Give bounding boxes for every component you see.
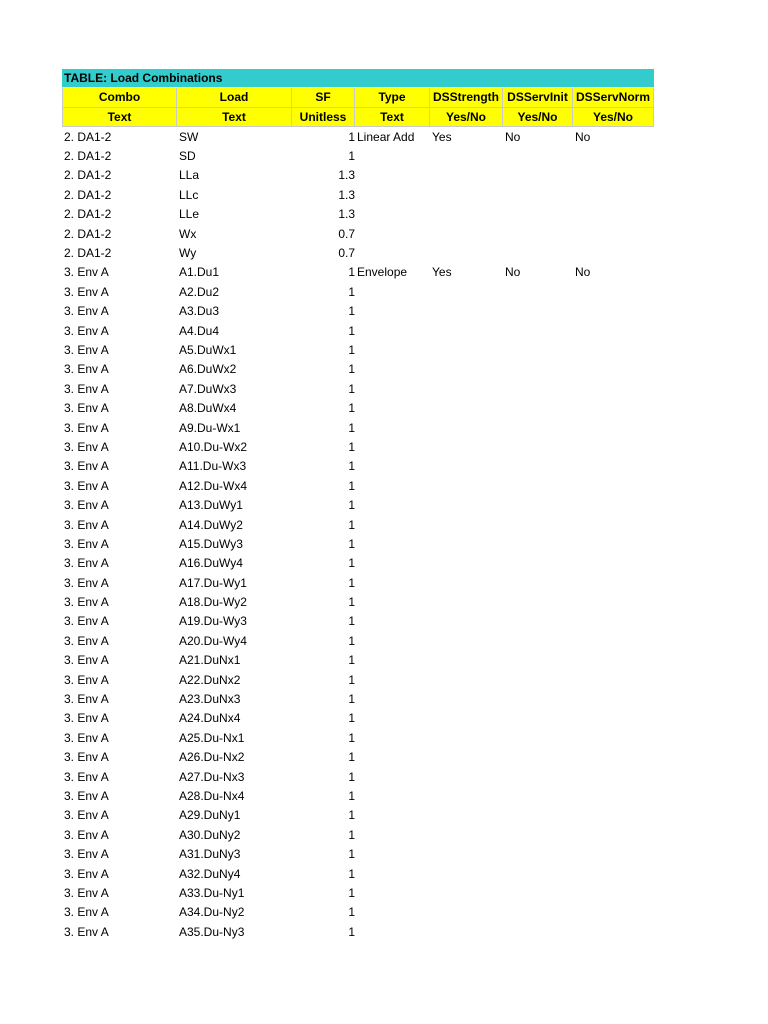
cell-load: A26.Du-Nx2 bbox=[179, 750, 245, 765]
column-header-row bbox=[62, 88, 654, 108]
unit-dsservinit: Yes/No bbox=[503, 108, 573, 128]
cell-load: A16.DuWy4 bbox=[179, 556, 243, 571]
cell-dsstrength: Yes bbox=[432, 129, 452, 144]
table-row bbox=[62, 592, 654, 611]
cell-combo: 3. Env A bbox=[64, 827, 109, 842]
table-row bbox=[62, 709, 654, 728]
table-row bbox=[62, 340, 654, 359]
unit-combo: Text bbox=[62, 108, 177, 128]
table-row bbox=[62, 864, 654, 883]
table-row bbox=[62, 437, 654, 456]
cell-sf: 1 bbox=[348, 459, 355, 474]
cell-load: SD bbox=[179, 149, 196, 164]
cell-sf: 1 bbox=[348, 808, 355, 823]
cell-load: A15.DuWy3 bbox=[179, 536, 243, 551]
cell-combo: 2. DA1-2 bbox=[64, 207, 112, 222]
unit-type: Text bbox=[355, 108, 430, 128]
cell-combo: 3. Env A bbox=[64, 575, 109, 590]
cell-load: Wx bbox=[179, 226, 197, 241]
cell-load: A34.Du-Ny2 bbox=[179, 905, 245, 920]
cell-load: A23.DuNx3 bbox=[179, 692, 241, 707]
cell-combo: 2. DA1-2 bbox=[64, 246, 112, 261]
cell-combo: 3. Env A bbox=[64, 498, 109, 513]
cell-load: A18.Du-Wy2 bbox=[179, 595, 247, 610]
table-row bbox=[62, 205, 654, 224]
cell-load: A29.DuNy1 bbox=[179, 808, 241, 823]
cell-load: A24.DuNx4 bbox=[179, 711, 241, 726]
table-row bbox=[62, 689, 654, 708]
cell-combo: 2. DA1-2 bbox=[64, 129, 112, 144]
cell-sf: 1 bbox=[348, 866, 355, 881]
cell-load: A12.Du-Wx4 bbox=[179, 478, 248, 493]
table-row bbox=[62, 398, 654, 417]
cell-combo: 3. Env A bbox=[64, 265, 109, 280]
cell-sf: 1 bbox=[348, 692, 355, 707]
header-load: Load bbox=[177, 88, 292, 108]
cell-load: A20.Du-Wy4 bbox=[179, 633, 247, 648]
table-row bbox=[62, 495, 654, 514]
unit-dsservnorm: Yes/No bbox=[573, 108, 654, 128]
table-row bbox=[62, 651, 654, 670]
cell-load: A2.Du2 bbox=[179, 284, 220, 299]
cell-load: LLa bbox=[179, 168, 200, 183]
cell-sf: 1 bbox=[348, 381, 355, 396]
cell-combo: 3. Env A bbox=[64, 866, 109, 881]
table-row bbox=[62, 418, 654, 437]
cell-load: LLc bbox=[179, 187, 199, 202]
table-row bbox=[62, 825, 654, 844]
cell-combo: 3. Env A bbox=[64, 362, 109, 377]
cell-dsservnorm: No bbox=[575, 129, 591, 144]
cell-combo: 3. Env A bbox=[64, 304, 109, 319]
table-row bbox=[62, 127, 654, 146]
cell-sf: 1 bbox=[348, 730, 355, 745]
cell-load: A3.Du3 bbox=[179, 304, 220, 319]
cell-load: A32.DuNy4 bbox=[179, 866, 241, 881]
cell-sf: 1 bbox=[348, 517, 355, 532]
cell-load: A17.Du-Wy1 bbox=[179, 575, 247, 590]
cell-sf: 1 bbox=[348, 672, 355, 687]
cell-dsservinit: No bbox=[505, 265, 521, 280]
header-dsstrength: DSStrength bbox=[430, 88, 503, 108]
table-row bbox=[62, 786, 654, 805]
cell-load: A22.DuNx2 bbox=[179, 672, 241, 687]
cell-load: A4.Du4 bbox=[179, 323, 220, 338]
cell-combo: 3. Env A bbox=[64, 536, 109, 551]
table-row bbox=[62, 922, 654, 941]
cell-load: A9.Du-Wx1 bbox=[179, 420, 241, 435]
cell-load: A28.Du-Nx4 bbox=[179, 788, 245, 803]
table-row bbox=[62, 166, 654, 185]
table-row bbox=[62, 534, 654, 553]
table-row bbox=[62, 515, 654, 534]
cell-load: A13.DuWy1 bbox=[179, 498, 243, 513]
cell-sf: 0.7 bbox=[338, 246, 355, 261]
table-body bbox=[62, 127, 654, 941]
cell-load: A7.DuWx3 bbox=[179, 381, 237, 396]
unit-load: Text bbox=[177, 108, 292, 128]
unit-sf: Unitless bbox=[292, 108, 355, 128]
header-sf: SF bbox=[292, 88, 355, 108]
cell-sf: 1.3 bbox=[338, 207, 355, 222]
cell-combo: 3. Env A bbox=[64, 478, 109, 493]
cell-dsstrength: Yes bbox=[432, 265, 452, 280]
table-row bbox=[62, 185, 654, 204]
cell-load: A1.Du1 bbox=[179, 265, 220, 280]
cell-sf: 1 bbox=[348, 750, 355, 765]
cell-sf: 0.7 bbox=[338, 226, 355, 241]
cell-combo: 3. Env A bbox=[64, 459, 109, 474]
cell-combo: 3. Env A bbox=[64, 284, 109, 299]
cell-sf: 1 bbox=[348, 323, 355, 338]
cell-sf: 1 bbox=[348, 575, 355, 590]
cell-combo: 3. Env A bbox=[64, 672, 109, 687]
cell-combo: 3. Env A bbox=[64, 808, 109, 823]
table-row bbox=[62, 321, 654, 340]
cell-combo: 3. Env A bbox=[64, 633, 109, 648]
cell-sf: 1 bbox=[348, 265, 355, 280]
cell-load: A27.Du-Nx3 bbox=[179, 769, 245, 784]
cell-sf: 1 bbox=[348, 595, 355, 610]
table-row bbox=[62, 573, 654, 592]
cell-sf: 1 bbox=[348, 885, 355, 900]
cell-sf: 1 bbox=[348, 827, 355, 842]
cell-type: Envelope bbox=[357, 265, 408, 280]
cell-combo: 3. Env A bbox=[64, 653, 109, 668]
cell-combo: 2. DA1-2 bbox=[64, 168, 112, 183]
table-row bbox=[62, 883, 654, 902]
cell-sf: 1 bbox=[348, 420, 355, 435]
table-row bbox=[62, 631, 654, 650]
table-row bbox=[62, 670, 654, 689]
cell-combo: 3. Env A bbox=[64, 847, 109, 862]
cell-load: Wy bbox=[179, 246, 197, 261]
cell-combo: 3. Env A bbox=[64, 401, 109, 416]
cell-combo: 2. DA1-2 bbox=[64, 226, 112, 241]
cell-sf: 1 bbox=[348, 924, 355, 939]
cell-combo: 3. Env A bbox=[64, 711, 109, 726]
cell-combo: 3. Env A bbox=[64, 556, 109, 571]
table-row bbox=[62, 612, 654, 631]
cell-sf: 1 bbox=[348, 284, 355, 299]
header-combo: Combo bbox=[62, 88, 177, 108]
cell-sf: 1 bbox=[348, 304, 355, 319]
cell-sf: 1 bbox=[348, 478, 355, 493]
table-row bbox=[62, 554, 654, 573]
cell-combo: 3. Env A bbox=[64, 439, 109, 454]
table-row bbox=[62, 728, 654, 747]
cell-combo: 3. Env A bbox=[64, 885, 109, 900]
cell-load: A5.DuWx1 bbox=[179, 342, 237, 357]
table-row bbox=[62, 748, 654, 767]
cell-sf: 1 bbox=[348, 847, 355, 862]
cell-sf: 1 bbox=[348, 614, 355, 629]
table-row bbox=[62, 379, 654, 398]
cell-load: A21.DuNx1 bbox=[179, 653, 241, 668]
cell-sf: 1 bbox=[348, 905, 355, 920]
table-row bbox=[62, 360, 654, 379]
cell-load: A14.DuWy2 bbox=[179, 517, 243, 532]
cell-load: A33.Du-Ny1 bbox=[179, 885, 245, 900]
cell-dsservnorm: No bbox=[575, 265, 591, 280]
table-row bbox=[62, 263, 654, 282]
cell-combo: 3. Env A bbox=[64, 750, 109, 765]
cell-sf: 1 bbox=[348, 149, 355, 164]
cell-sf: 1 bbox=[348, 129, 355, 144]
cell-sf: 1 bbox=[348, 498, 355, 513]
cell-combo: 3. Env A bbox=[64, 924, 109, 939]
cell-load: A35.Du-Ny3 bbox=[179, 924, 245, 939]
cell-sf: 1.3 bbox=[338, 187, 355, 202]
header-dsservnorm: DSServNorm bbox=[573, 88, 654, 108]
table-row bbox=[62, 243, 654, 262]
cell-dsservinit: No bbox=[505, 129, 521, 144]
table-row bbox=[62, 146, 654, 165]
load-combinations-table bbox=[62, 69, 654, 941]
table-row bbox=[62, 767, 654, 786]
cell-sf: 1 bbox=[348, 633, 355, 648]
cell-combo: 3. Env A bbox=[64, 614, 109, 629]
table-row bbox=[62, 476, 654, 495]
cell-sf: 1 bbox=[348, 653, 355, 668]
table-row bbox=[62, 844, 654, 863]
cell-combo: 2. DA1-2 bbox=[64, 187, 112, 202]
cell-load: A30.DuNy2 bbox=[179, 827, 241, 842]
cell-combo: 2. DA1-2 bbox=[64, 149, 112, 164]
cell-combo: 3. Env A bbox=[64, 381, 109, 396]
cell-combo: 3. Env A bbox=[64, 788, 109, 803]
cell-combo: 3. Env A bbox=[64, 595, 109, 610]
table-row bbox=[62, 457, 654, 476]
cell-sf: 1 bbox=[348, 769, 355, 784]
cell-combo: 3. Env A bbox=[64, 692, 109, 707]
cell-type: Linear Add bbox=[357, 129, 415, 144]
table-row bbox=[62, 282, 654, 301]
units-header-row bbox=[62, 108, 654, 128]
cell-combo: 3. Env A bbox=[64, 342, 109, 357]
table-row bbox=[62, 806, 654, 825]
cell-load: SW bbox=[179, 129, 199, 144]
cell-combo: 3. Env A bbox=[64, 769, 109, 784]
cell-sf: 1 bbox=[348, 401, 355, 416]
cell-combo: 3. Env A bbox=[64, 730, 109, 745]
header-type: Type bbox=[355, 88, 430, 108]
cell-sf: 1 bbox=[348, 556, 355, 571]
cell-load: A25.Du-Nx1 bbox=[179, 730, 245, 745]
unit-dsstrength: Yes/No bbox=[430, 108, 503, 128]
cell-load: A19.Du-Wy3 bbox=[179, 614, 247, 629]
cell-load: A8.DuWx4 bbox=[179, 401, 237, 416]
cell-combo: 3. Env A bbox=[64, 905, 109, 920]
cell-sf: 1 bbox=[348, 342, 355, 357]
cell-combo: 3. Env A bbox=[64, 420, 109, 435]
cell-sf: 1 bbox=[348, 362, 355, 377]
cell-combo: 3. Env A bbox=[64, 517, 109, 532]
table-title: TABLE: Load Combinations bbox=[62, 69, 654, 88]
table-row bbox=[62, 302, 654, 321]
header-dsservinit: DSServInit bbox=[503, 88, 573, 108]
cell-sf: 1 bbox=[348, 711, 355, 726]
cell-load: A31.DuNy3 bbox=[179, 847, 241, 862]
cell-load: LLe bbox=[179, 207, 200, 222]
cell-sf: 1 bbox=[348, 536, 355, 551]
cell-sf: 1 bbox=[348, 788, 355, 803]
table-row bbox=[62, 224, 654, 243]
cell-combo: 3. Env A bbox=[64, 323, 109, 338]
cell-load: A11.Du-Wx3 bbox=[179, 459, 247, 474]
cell-sf: 1 bbox=[348, 439, 355, 454]
cell-load: A10.Du-Wx2 bbox=[179, 439, 248, 454]
cell-sf: 1.3 bbox=[338, 168, 355, 183]
table-row bbox=[62, 903, 654, 922]
cell-load: A6.DuWx2 bbox=[179, 362, 237, 377]
